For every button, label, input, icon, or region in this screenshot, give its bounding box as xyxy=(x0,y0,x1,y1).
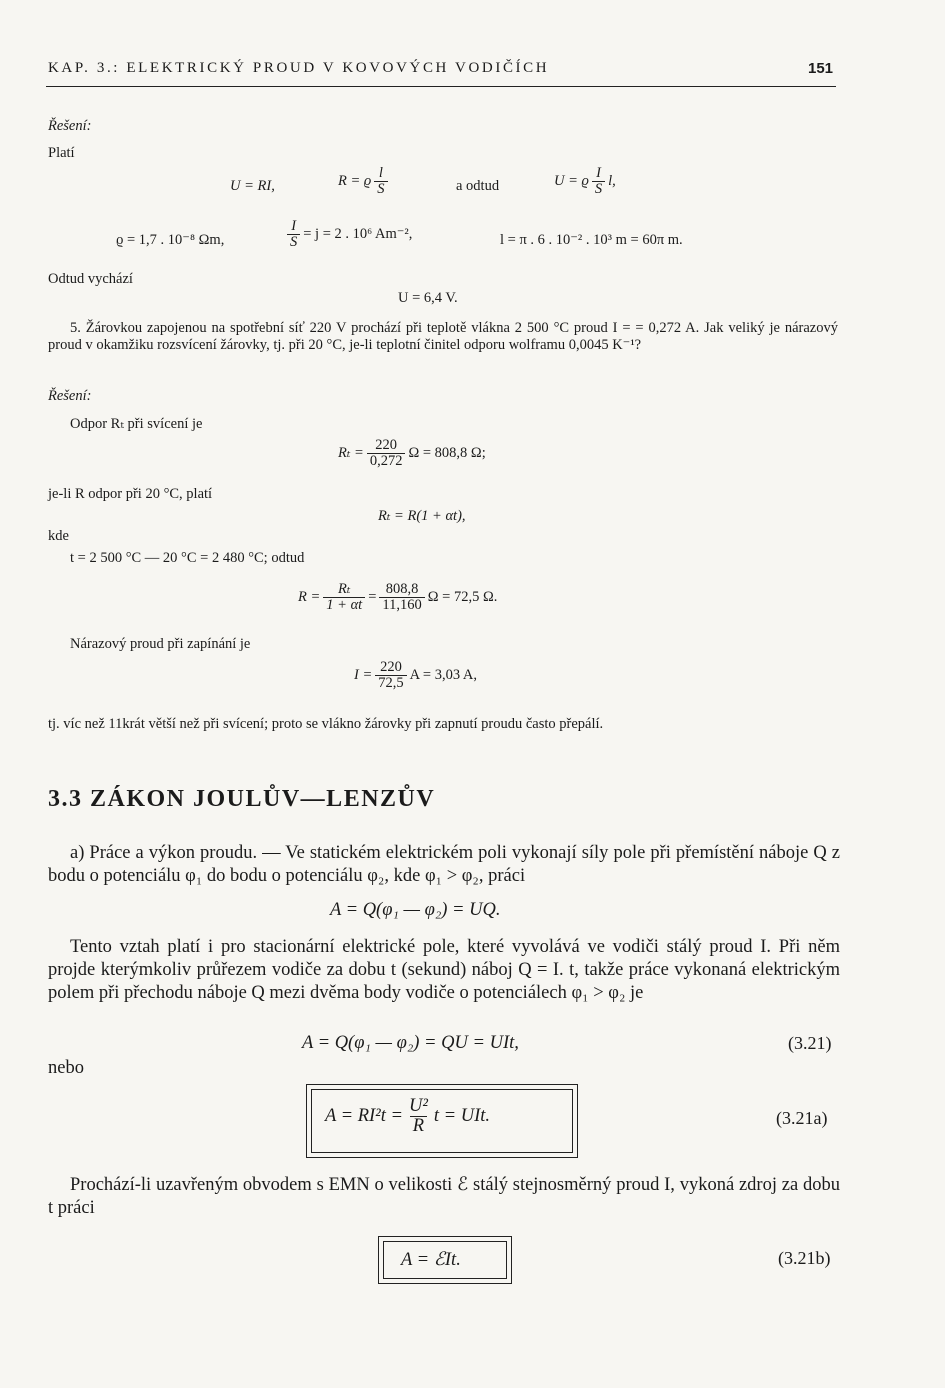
nebo-text: nebo xyxy=(48,1058,84,1078)
eq-number-3-21a: (3.21a) xyxy=(776,1108,828,1128)
jeli-text: je-li R odpor při 20 °C, platí xyxy=(48,486,213,502)
running-header: KAP. 3.: ELEKTRICKÝ PROUD V KOVOVÝCH VODIČÍCH xyxy=(48,60,550,76)
plati-text: Platí xyxy=(48,145,75,161)
page-number: 151 xyxy=(808,60,834,77)
eq-3-21: A = Q(φ₁ — φ₂) = QU = UIt, xyxy=(302,1033,519,1053)
kde-text: kde xyxy=(48,528,69,544)
boxed-eq-3-21a xyxy=(306,1084,578,1158)
eq-rt-value: Rₜ = $\frac{220}{0,272}$ Ω = 808,8 Ω; xyxy=(338,437,486,470)
eq-rt-r-alpha: Rₜ = R(1 + αt), xyxy=(378,508,466,524)
u-result: U = 6,4 V. xyxy=(398,290,458,306)
eq-u-rho-i-s-l: U = ϱ $\frac{I}{S}$ l, xyxy=(554,165,616,198)
reseni-label: Řešení: xyxy=(48,118,92,134)
eq-u-ri: U = RI, xyxy=(230,178,275,194)
eq-number-3-21b: (3.21b) xyxy=(778,1248,831,1268)
section-title: 3.3 ZÁKON JOULŮV—LENZŮV xyxy=(48,786,436,812)
reseni-label-2: Řešení: xyxy=(48,388,92,404)
eq-3-21b: A = ℰIt. xyxy=(401,1250,461,1270)
section-para-2: Tento vztah platí i pro stacionární elektrické pole, které vyvolává ve vodiči stálý proud I. Při něm projde kterýmkoliv průřezem vodiče za dobu t (sekund) náboj Q = I. t, takže práce vykonaná elektrickým polem při přechodu náboje Q mezi dvěma body vodiče o potenciálech φ₁ > φ₂ je xyxy=(48,937,840,1003)
odtud-text: Odtud vychází xyxy=(48,271,133,287)
boxed-eq-3-21b xyxy=(378,1236,512,1284)
a-odtud-text: a odtud xyxy=(456,178,500,194)
odpor-rt-text: Odpor Rₜ při svícení je xyxy=(70,416,203,432)
header-rule xyxy=(46,86,836,87)
narazovy-text: Nárazový proud při zapínání je xyxy=(70,636,251,652)
t-value: t = 2 500 °C — 20 °C = 2 480 °C; odtud xyxy=(70,550,305,566)
eq-number-3-21: (3.21) xyxy=(788,1033,832,1053)
problem-5: 5. Žárovkou zapojenou na spotřební síť 220 V prochází při teplotě vlákna 2 500 °C proud I = = 0,272 A. Jak veliký je nárazový proud v okamžiku rozsvícení žárovky, tj. při 20 °C, je-li teplotní činitel odporu wolframu 0,0045 K⁻¹? xyxy=(48,320,838,353)
l-value: l = π . 6 . 10⁻² . 10³ m = 60π m. xyxy=(500,232,683,248)
j-value: $\frac{I}{S}$ = j = 2 . 10⁶ Am⁻², xyxy=(284,219,412,250)
tj-text: tj. víc než 11krát větší než při svícení; proto se vlákno žárovky při zapnutí proudu často přepálí. xyxy=(48,716,604,732)
section-para-3: Prochází-li uzavřeným obvodem s EMN o velikosti ℰ stálý stejnosměrný proud I, vykoná zdroj za dobu t práci xyxy=(48,1175,840,1218)
eq-3-21a: A = RI²t = $\frac{\text{U²}}{R}$ t = UIt. xyxy=(325,1096,491,1137)
eq-a-q-phi: A = Q(φ₁ — φ₂) = UQ. xyxy=(330,900,501,920)
rho-value: ϱ = 1,7 . 10⁻⁸ Ωm, xyxy=(116,232,225,248)
eq-r-value: R = $\frac{\text{Rₜ}}{1 + \alpha t}$ = $\frac{808,8}{11,160}$ Ω = 72,5 Ω. xyxy=(298,581,498,614)
eq-i-value: I = $\frac{220}{72,5}$ A = 3,03 A, xyxy=(354,659,478,692)
section-para-1: a) Práce a výkon proudu. — Ve statickém elektrickém poli vykonají síly pole při přemístění náboje Q z bodu o potenciálu φ₁ do bodu o potenciálu φ₂, kde φ₁ > φ₂, práci xyxy=(48,843,840,886)
eq-r-rho-l-s: R = ϱ $\frac{l}{S}$ xyxy=(338,166,391,197)
